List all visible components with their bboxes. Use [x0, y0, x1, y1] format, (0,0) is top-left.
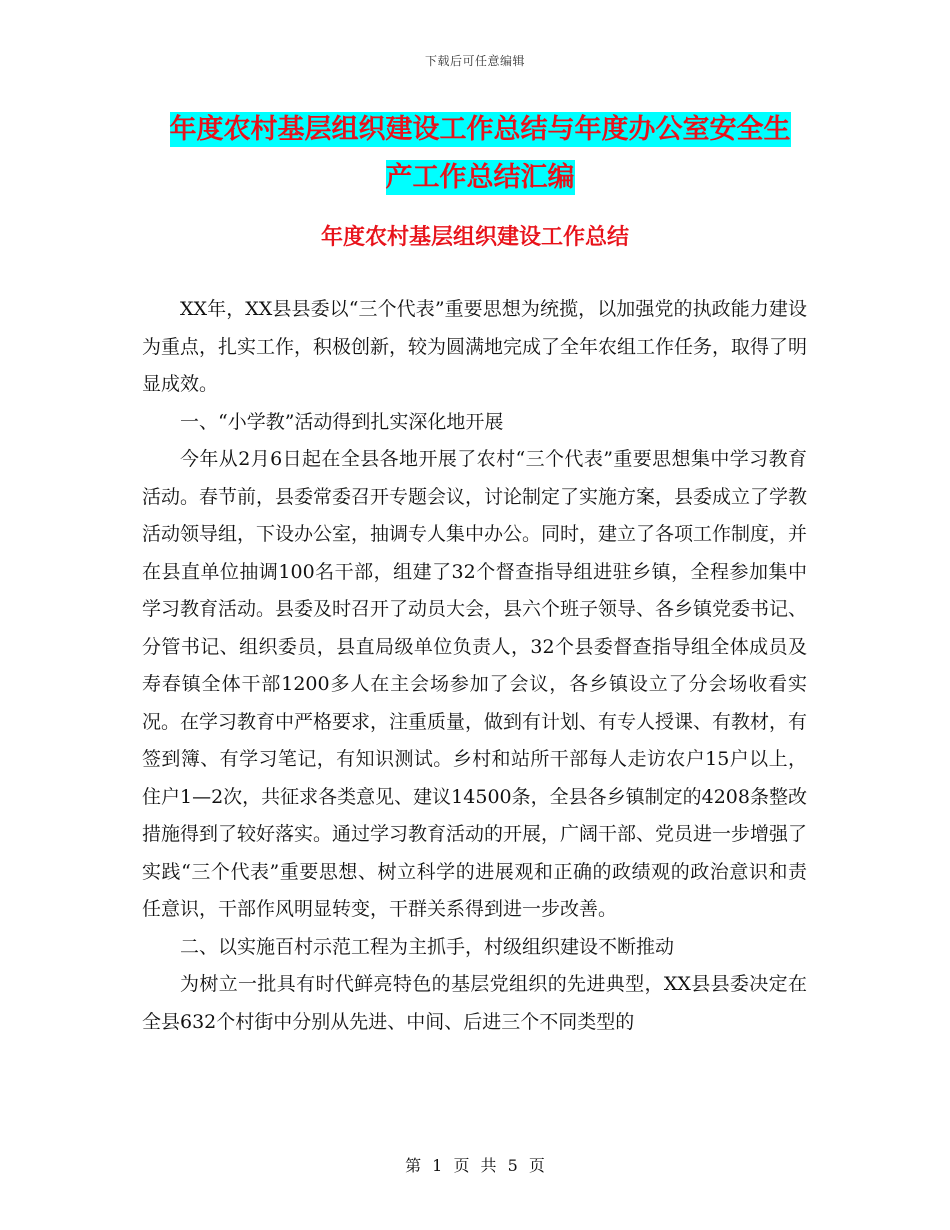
document-title [140, 106, 820, 202]
document-title-line-1: 年度农村基层组织建设工作总结与年度办公室安全生 [169, 114, 791, 145]
heading-one: 一、“小学教”活动得到扎实深化地开展 [180, 410, 504, 433]
page-footer: 第 1 页 共 5 页 [405, 1156, 545, 1175]
paragraph-village-program: 为树立一批具有时代鲜亮特色的基层党组织的先进典型，XX县县委决定在全县632个村街中分别从先进、中间、后进三个不同类型的 [142, 973, 807, 1033]
section-title: 年度农村基层组织建设工作总结 [320, 225, 629, 250]
paragraph-study-activity: 今年从2月6日起在全县各地开展了农村“三个代表”重要思想集中学习教育活动。春节前，县委常委召开专题会议，讨论制定了实施方案，县委成立了学教活动领导组，下设办公室，抽调专人集中办公。同时，建立了各项工作制度，并在县直单位抽调100名干部，组建了32个督查指导组进驻乡镇，全程参加集中学习教育活动。县委及时召开了动员大会，县六个班子领导、各乡镇党委书记、分管书记、组织委员，县直局级单位负责人，32个县委督查指导组全体成员及寿春镇全体干部1200多人在主会场参加了会议，各乡镇设立了分会场收看实况。在学习教育中严格要求，注重质量，做到有计划、有专人授课、有教材，有签到簿、有学习笔记，有知识测试。乡村和站所干部每人走访农户15户以上，住户1—2次，共征求各类意见、建议14500条，全县各乡镇制定的4208条整改措施得到了较好落实。通过学习教育活动的开展，广阔干部、党员进一步增强了实践“三个代表”重要思想、树立科学的进展观和正确的政绩观的政治意识和责任意识，干部作风明显转变，干群关系得到进一步改善。 [142, 448, 808, 920]
heading-two: 二、以实施百村示范工程为主抓手，村级组织建设不断推动 [180, 935, 675, 958]
header-note: 下载后可任意编辑 [424, 54, 525, 68]
document-title-line-2: 产工作总结汇编 [385, 162, 575, 193]
document-body [142, 291, 807, 1041]
paragraph-intro: XX年，XX县县委以“三个代表”重要思想为统揽，以加强党的执政能力建设为重点，扎实工作，积极创新，较为圆满地完成了全年农组工作任务，取得了明显成效。 [142, 298, 808, 395]
